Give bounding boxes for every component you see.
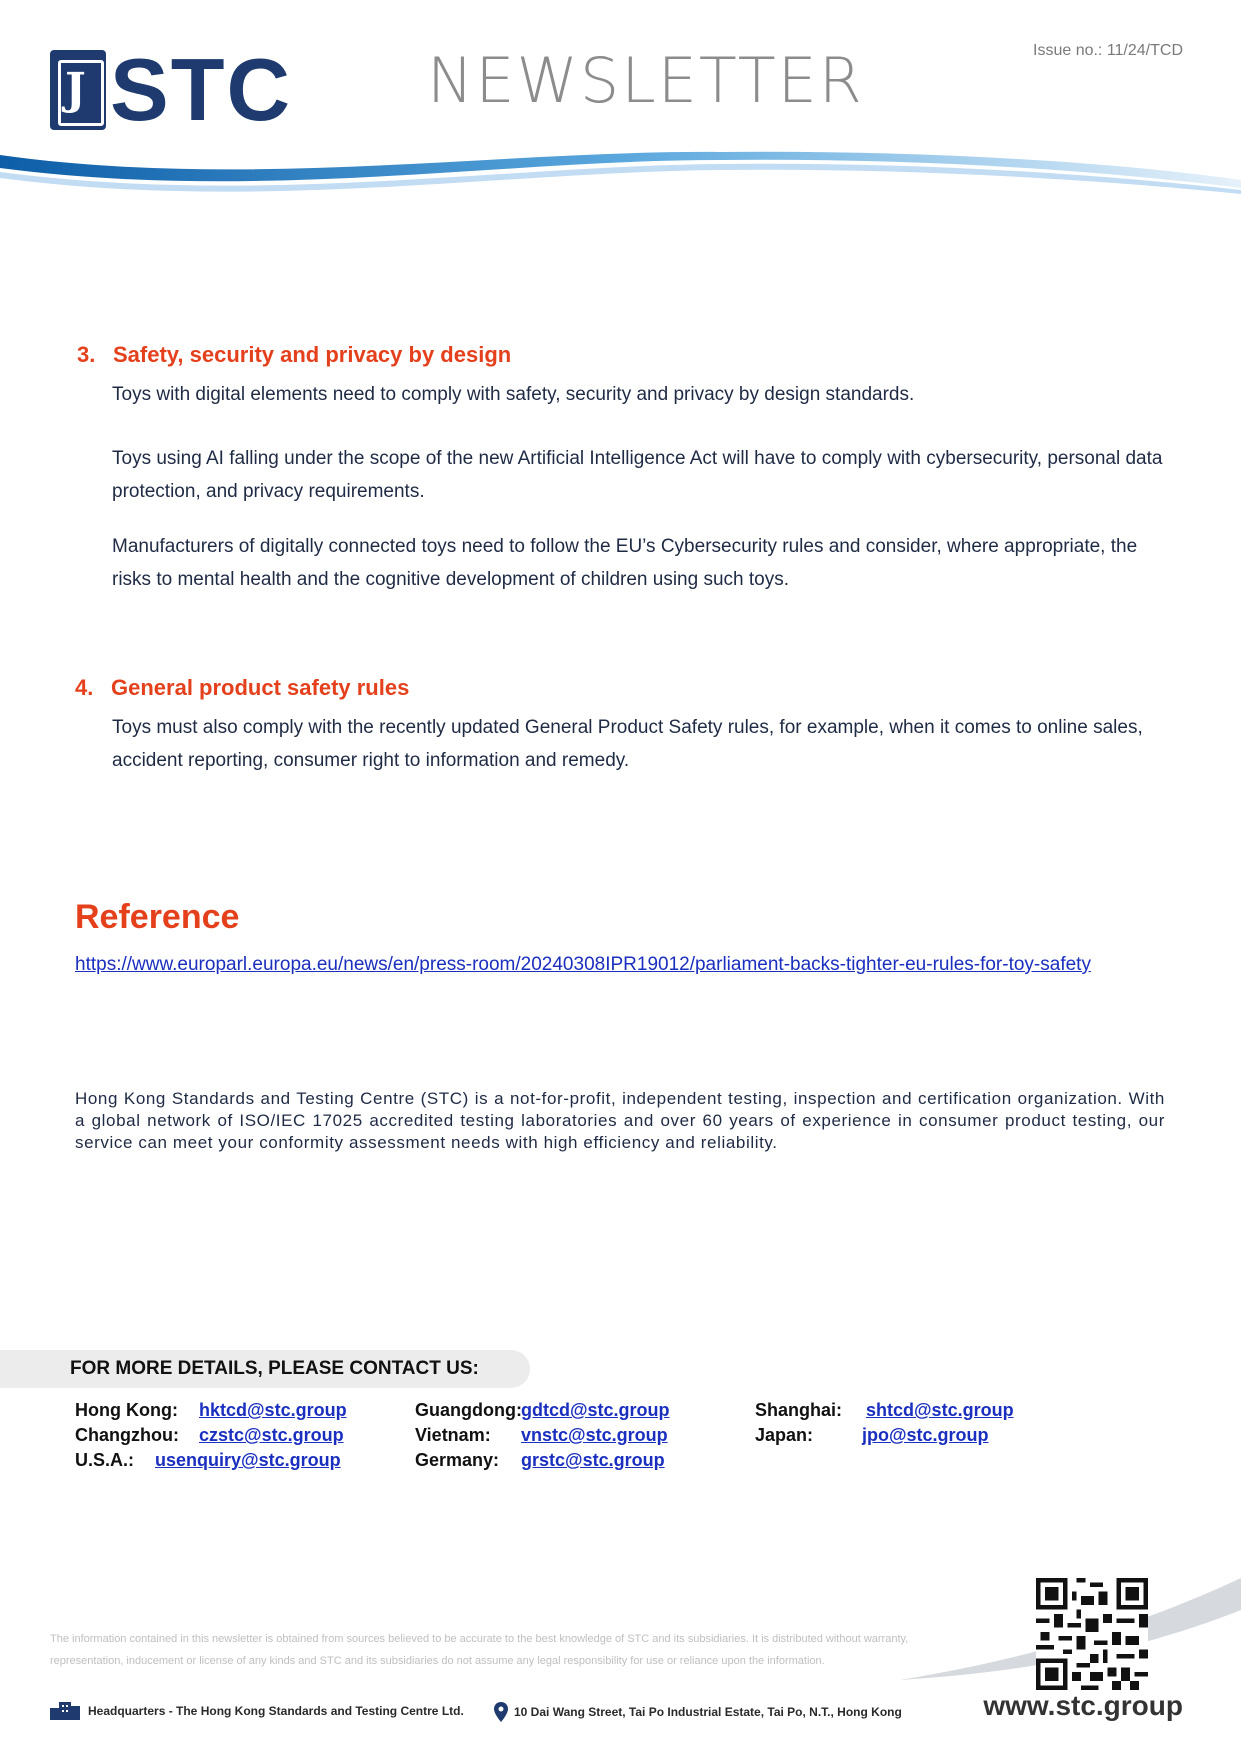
paragraph: Toys using AI falling under the scope of the new Artificial Intelligence Act will have to comply with cybersecurity, personal data protection, and privacy requirements. bbox=[112, 448, 1163, 502]
section-title: General product safety rules bbox=[111, 675, 410, 700]
footer-hq bbox=[50, 1702, 464, 1720]
section-heading bbox=[77, 342, 1167, 368]
section-4 bbox=[75, 675, 1167, 777]
footer-address bbox=[494, 1702, 902, 1722]
contact-label: Changzhou: bbox=[75, 1425, 179, 1445]
section-number: 4. bbox=[75, 675, 94, 700]
footer-hq-text: Headquarters - The Hong Kong Standards and Testing Centre Ltd. bbox=[88, 1704, 464, 1718]
contact-cell bbox=[75, 1448, 415, 1473]
contact-cell bbox=[755, 1398, 1095, 1423]
contact-email[interactable]: shtcd@stc.group bbox=[866, 1400, 1014, 1420]
newsletter-title: NEWSLETTER bbox=[427, 44, 864, 117]
contact-label: Guangdong: bbox=[415, 1400, 522, 1420]
reference-link-wrap bbox=[75, 948, 1165, 981]
contact-cell bbox=[755, 1423, 1095, 1448]
stc-emblem-icon bbox=[50, 50, 106, 130]
contact-cell bbox=[75, 1398, 415, 1423]
footer-address-text: 10 Dai Wang Street, Tai Po Industrial Estate, Tai Po, N.T., Hong Kong bbox=[514, 1705, 902, 1719]
contact-cell bbox=[415, 1398, 755, 1423]
contact-email[interactable]: usenquiry@stc.group bbox=[155, 1450, 341, 1470]
building-icon bbox=[50, 1702, 80, 1720]
paragraph: Toys must also comply with the recently updated General Product Safety rules, for example, when it comes to online sales, accident reporting, consumer right to information and remedy. bbox=[112, 717, 1143, 771]
qr-code-icon bbox=[1036, 1578, 1148, 1690]
section-title: Safety, security and privacy by design bbox=[113, 342, 512, 367]
contact-grid bbox=[75, 1398, 1095, 1473]
section-heading bbox=[75, 675, 1167, 701]
contact-label: Hong Kong: bbox=[75, 1400, 178, 1420]
contact-cell bbox=[415, 1423, 755, 1448]
paragraph: Manufacturers of digitally connected toys need to follow the EU’s Cybersecurity rules and consider, where appropriate, the risks to mental health and the cognitive development of children using such toys. bbox=[112, 536, 1138, 590]
about-paragraph: Hong Kong Standards and Testing Centre (STC) is a not-for-profit, independent testing, inspection and certification organization. With a global network of ISO/IEC 17025 accredited testing laboratories and over 60 years of experience in consumer product testing, our service can meet your conformity assessment needs with high efficiency and reliability. bbox=[75, 1089, 1165, 1152]
contact-label: Vietnam: bbox=[415, 1425, 491, 1445]
contact-email[interactable]: czstc@stc.group bbox=[199, 1425, 344, 1445]
section-3 bbox=[77, 342, 1167, 596]
reference-heading: Reference bbox=[75, 898, 240, 936]
contact-label: Japan: bbox=[755, 1425, 814, 1445]
contact-email[interactable]: gdtcd@stc.group bbox=[521, 1400, 670, 1420]
header-swoosh bbox=[0, 120, 1241, 220]
paragraph: Toys with digital elements need to comply with safety, security and privacy by design standards. bbox=[112, 384, 915, 405]
reference-link[interactable]: https://www.europarl.europa.eu/news/en/press-room/20240308IPR19012/parliament-backs-tighter-eu-rules-for-toy-safety bbox=[75, 954, 1091, 975]
contact-email[interactable]: vnstc@stc.group bbox=[521, 1425, 668, 1445]
contact-label: Germany: bbox=[415, 1450, 500, 1470]
contact-row bbox=[75, 1398, 1095, 1423]
section-number: 3. bbox=[77, 342, 96, 367]
location-pin-icon bbox=[494, 1702, 508, 1722]
contact-cell bbox=[415, 1448, 755, 1473]
contact-row bbox=[75, 1448, 1095, 1473]
contact-email[interactable]: grstc@stc.group bbox=[521, 1450, 665, 1470]
contact-email[interactable]: jpo@stc.group bbox=[862, 1425, 989, 1445]
contact-label: Shanghai: bbox=[755, 1400, 843, 1420]
logo-text: STC bbox=[110, 40, 292, 139]
contact-label: U.S.A.: bbox=[75, 1450, 135, 1470]
contact-email[interactable]: hktcd@stc.group bbox=[199, 1400, 347, 1420]
contact-row bbox=[75, 1423, 1095, 1448]
contact-cell bbox=[75, 1423, 415, 1448]
website-link[interactable]: www.stc.group bbox=[983, 1690, 1183, 1721]
issue-number: Issue no.: 11/24/TCD bbox=[1033, 42, 1183, 59]
contact-title: FOR MORE DETAILS, PLEASE CONTACT US: bbox=[70, 1358, 479, 1379]
disclaimer: The information contained in this newsletter is obtained from sources believed to be accurate to the best knowledge of STC and its subsidiaries. It is distributed without warranty, representation, inducement or license of any kinds and STC and its subsidiaries do not assume any legal responsibility for use or reliance upon the information. bbox=[50, 1633, 909, 1667]
